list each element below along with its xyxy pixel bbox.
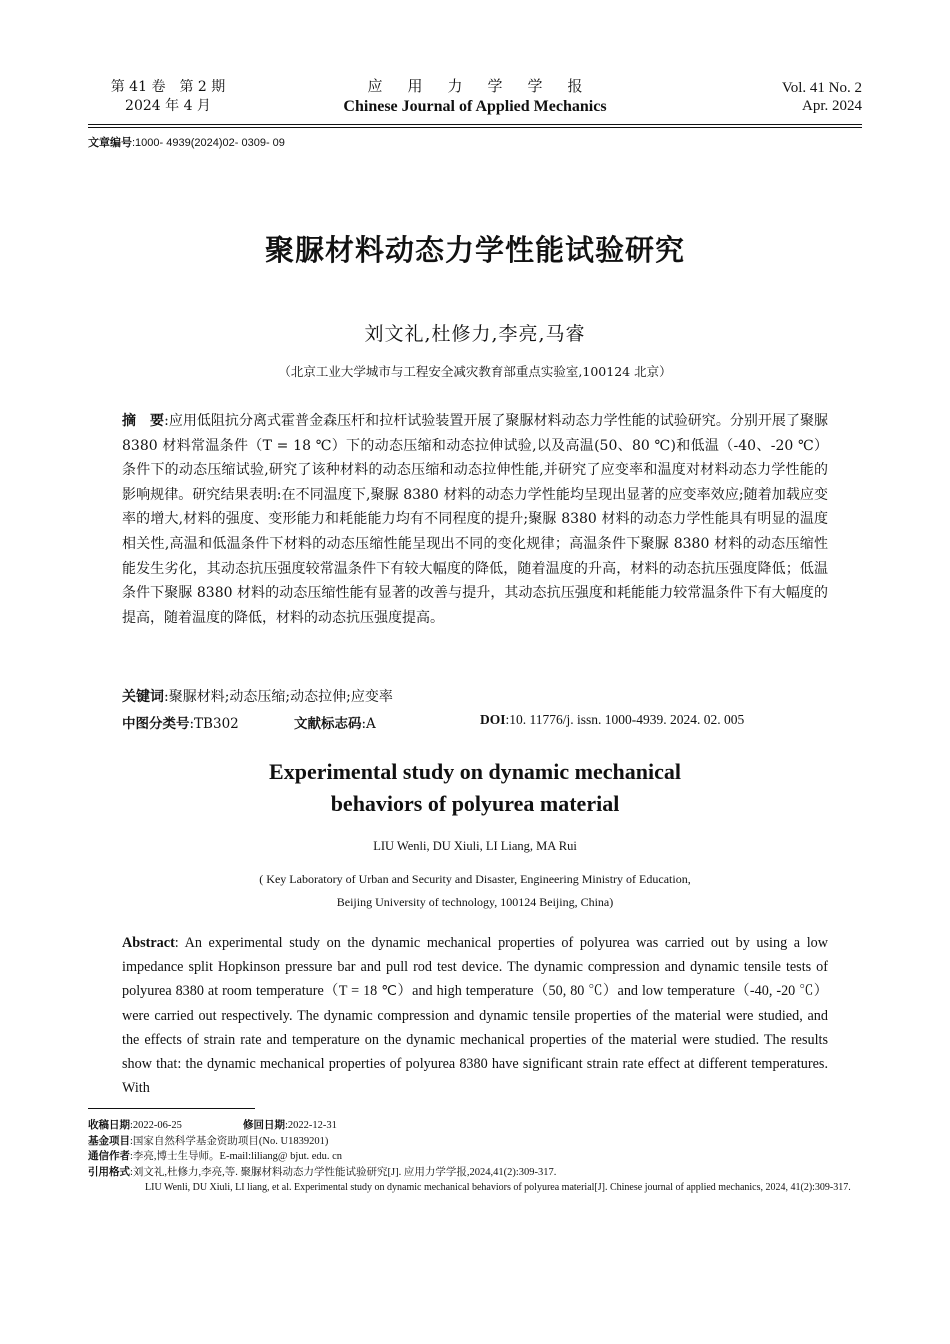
date-en: Apr. 2024: [802, 98, 862, 114]
title-en: [0, 756, 950, 820]
affiliation-en-line-2: Beijing University of technology, 100124 Beijing, China): [336, 895, 614, 909]
journal-masthead: [300, 76, 650, 118]
footnote-fund: [88, 1134, 862, 1150]
footnote-dates: [88, 1118, 862, 1134]
doi-label: DOI: [480, 712, 506, 727]
abstract-cn-text: :应用低阻抗分离式霍普金森压杆和拉杆试验装置开展了聚脲材料动态力学性能的试验研究。分别开展了聚脲 8380 材料常温条件（T = 18 ℃）下的动态压缩和动态拉伸试验,以及高温(50、80 ℃)和低温（-40、-20 ℃）条件下的动态压缩试验,研究了该种材料的动态压缩和动态拉伸性能,并研究了应变率和温度对材料动态力学性能的影响规律。研究结果表明:在不同温度下,聚脲 8380 材料的动态力学性能均呈现出显著的应变率效应;随着加载应变率的增大,材料的强度、变形能力和耗能能力均有不同程度的提升;聚脲 8380 材料的动态力学性能具有明显的温度相关性,高温和低温条件下材料的动态压缩性能呈现出不同的变化规律；高温条件下聚脲 8380 材料的动态压缩性能发生劣化，其动态抗压强度较常温条件下有较大幅度的降低，随着温度的升高，材料的动态抗压强度降低；低温条件下聚脲 8380 材料的动态压缩性能有显著的改善与提升，其动态抗压强度和耗能能力较常温条件下有大幅度的提高，随着温度的降低，材料的动态抗压强度提高。: [122, 413, 828, 626]
header-volume-en: [712, 79, 862, 115]
volume-issue-cn: 第 41 卷 第 2 期: [110, 79, 226, 95]
abstract-en-label: Abstract: [122, 935, 175, 951]
cite-label: 引用格式: [88, 1165, 130, 1178]
abstract-cn: [122, 409, 828, 630]
date-cn: 2024 年 4 月: [125, 98, 211, 114]
revised-label: 修回日期: [243, 1119, 285, 1131]
received-value: :2022-06-25: [130, 1120, 182, 1131]
doc-label: 文献标志码: [294, 716, 362, 732]
doc-value: :A: [361, 716, 376, 732]
keywords-cn: [122, 686, 828, 706]
footnote-citation-en: LIU Wenli, DU Xiuli, LI liang, et al. Experimental study on dynamic mechanical behaviors of polyurea material[J]. Chinese journal of applied mechanics, 2024, 41(2):309-317.: [145, 1182, 851, 1193]
fund-value: :国家自然科学基金资助项目(No. U1839201): [130, 1135, 329, 1147]
affiliation-cn: （北京工业大学城市与工程安全减灾教育部重点实验室,100124 北京）: [278, 364, 672, 379]
corr-label: 通信作者: [88, 1150, 130, 1162]
title-en-line-2: behaviors of polyurea material: [330, 791, 620, 816]
revised-date: [243, 1118, 337, 1134]
footnotes: [88, 1118, 862, 1196]
footnote-citation: [88, 1165, 862, 1181]
doi: [480, 712, 744, 728]
journal-name-en: Chinese Journal of Applied Mechanics: [343, 98, 607, 115]
doi-value: :10. 11776/j. issn. 1000-4939. 2024. 02. 005: [505, 712, 745, 727]
affiliation-en: [0, 868, 950, 914]
article-number: [88, 134, 285, 150]
header-volume-cn: [88, 78, 248, 116]
document-code: [294, 712, 376, 732]
received-label: 收稿日期: [88, 1119, 130, 1131]
header-rule-top: [88, 124, 862, 125]
clc-value: :TB302: [189, 716, 239, 732]
fund-label: 基金项目: [88, 1134, 130, 1147]
title-cn: 聚脲材料动态力学性能试验研究: [264, 233, 685, 267]
affiliation-en-line-1: ( Key Laboratory of Urban and Security and Disaster, Engineering Ministry of Education,: [259, 872, 691, 886]
journal-name-cn: 应用力学学报: [367, 77, 608, 95]
cite-value: :刘文礼,杜修力,李亮,等. 聚脲材料动态力学性能试验研究[J]. 应用力学学报,2024,41(2):309-317.: [130, 1166, 557, 1178]
header-rule-bottom: [88, 127, 862, 128]
clc-code: [122, 712, 239, 732]
corr-value: :李亮,博士生导师。E-mail:liliang@ bjut. edu. cn: [130, 1151, 343, 1162]
article-number-value: :1000- 4939(2024)02- 0309- 09: [132, 137, 285, 149]
footnote-rule: [88, 1108, 255, 1109]
footnote-corresponding: [88, 1149, 862, 1165]
title-en-line-1: Experimental study on dynamic mechanical: [269, 759, 681, 784]
volume-issue-en: Vol. 41 No. 2: [781, 80, 862, 96]
revised-value: :2022-12-31: [285, 1120, 337, 1131]
clc-label: 中图分类号: [122, 716, 190, 732]
authors-cn: 刘文礼,杜修力,李亮,马睿: [364, 323, 586, 345]
abstract-cn-label: 摘 要: [122, 413, 165, 429]
authors-en: LIU Wenli, DU Xiuli, LI Liang, MA Rui: [373, 839, 577, 853]
keywords-cn-label: 关键词: [122, 689, 164, 705]
abstract-en-text: : An experimental study on the dynamic mechanical properties of polyurea was carried out by using a low impedance split Hopkinson pressure bar and pull rod test device. The dynamic compression and dynamic tensile tests of polyurea 8380 at room temperature（T = 18 ℃）and high temperature（50, 80 ℃）and low temperature（-40, -20 ℃）were carried out respectively. The dynamic compression and dynamic tensile properties of the material were studied, and the effects of strain rate and temperature on the dynamic mechanical properties of the material were studied. The results show that: the dynamic mechanical properties of polyurea 8380 have significant strain rate effect at different temperatures. With: [122, 935, 828, 1097]
abstract-en: [122, 931, 828, 1100]
article-number-label: 文章编号: [88, 136, 132, 149]
keywords-cn-text: :聚脲材料;动态压缩;动态拉伸;应变率: [164, 689, 393, 705]
